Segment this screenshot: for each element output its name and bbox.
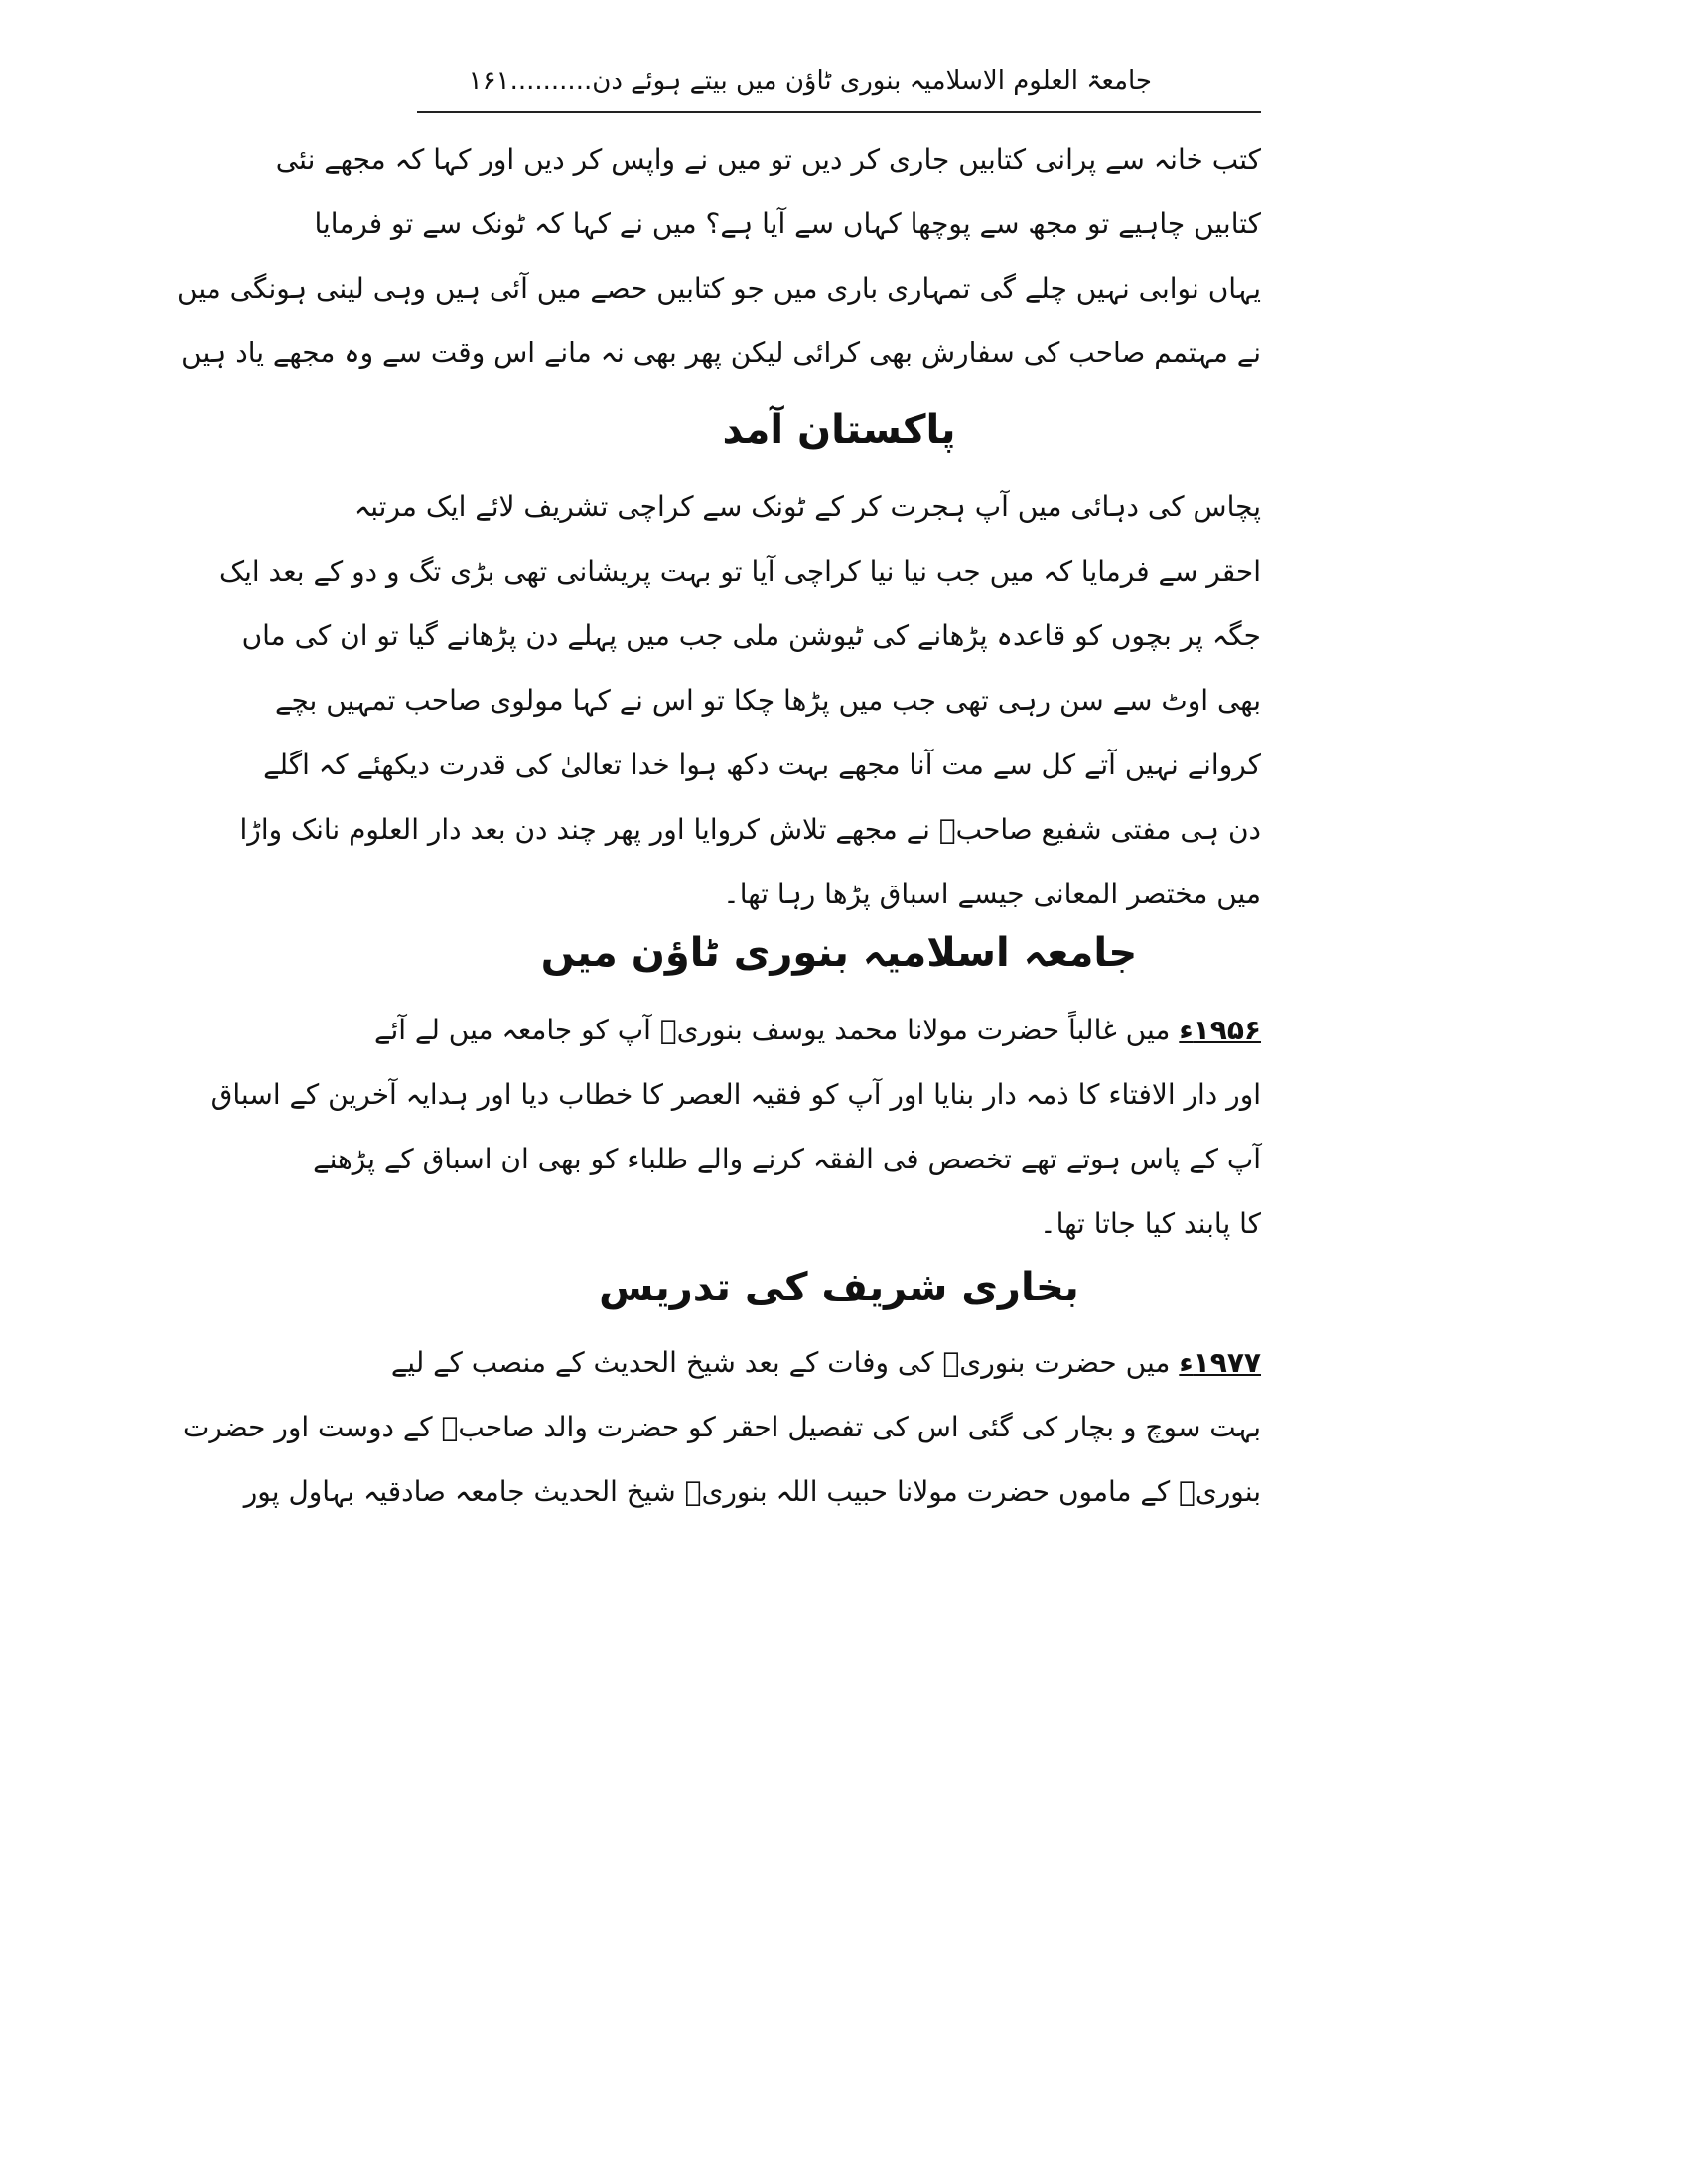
text-line-rest: میں حضرت بنوریؒ کی وفات کے بعد شیخ الحدیث کے منصب کے لیے (390, 1346, 1180, 1379)
section-heading-bukhari-teaching: بخاری شریف کی تدریس (599, 1265, 1079, 1310)
text-line: آپ کے پاس ہوتے تھے تخصص فی الفقہ کرنے والے طلباء کو بھی ان اسباق کے پڑھنے (313, 1143, 1261, 1175)
text-line: بنوریؒ کے ماموں حضرت مولانا حبیب اللہ بنوریؒ شیخ الحدیث جامعہ صادقیہ بہاول پور (243, 1475, 1261, 1508)
paragraph-4 (183, 1330, 1261, 1524)
text-line: کتب خانہ سے پرانی کتابیں جاری کر دیں تو میں نے واپس کر دیں اور کہا کہ مجھے نئی (275, 143, 1261, 176)
text-line-rest: میں غالباً حضرت مولانا محمد یوسف بنوریؒ آپ کو جامعہ میں لے آئے (374, 1014, 1180, 1046)
section-heading-pakistan-arrival: پاکستان آمد (722, 407, 956, 453)
text-line: اور دار الافتاء کا ذمہ دار بنایا اور آپ کو فقیہ العصر کا خطاب دیا اور ہدایہ آخرین کے اسباق (211, 1078, 1261, 1111)
text-line: جگہ پر بچوں کو قاعدہ پڑھانے کی ٹیوشن ملی جب میں پہلے دن پڑھانے گیا تو ان کی ماں (241, 619, 1261, 652)
header-rule (417, 111, 1261, 113)
text-line: کتابیں چاہیے تو مجھ سے پوچھا کہاں سے آیا ہے؟ میں نے کہا کہ ٹونک سے تو فرمایا (314, 207, 1261, 240)
year-1977: ۱۹۷۷ء (1179, 1346, 1261, 1379)
text-line: بہت سوچ و بچار کی گئی اس کی تفصیل احقر کو حضرت والد صاحبؒ کے دوست اور حضرت (183, 1411, 1261, 1443)
text-line: بھی اوٹ سے سن رہی تھی جب میں پڑھا چکا تو اس نے کہا مولوی صاحب تمہیں بچے (275, 684, 1261, 717)
text-line (374, 998, 1261, 1062)
text-line: احقر سے فرمایا کہ میں جب نیا نیا کراچی آیا تو بہت پریشانی تھی بڑی تگ و دو کے بعد ایک (219, 555, 1261, 588)
text-line (390, 1330, 1261, 1395)
text-line: دن ہی مفتی شفیع صاحبؒ نے مجھے تلاش کروایا اور پھر چند دن بعد دار العلوم نانک واڑا (239, 813, 1261, 846)
text-line: کروانے نہیں آتے کل سے مت آنا مجھے بہت دکھ ہوا خدا تعالیٰ کی قدرت دیکھئے کہ اگلے (263, 749, 1261, 781)
section-heading-banuri-town: جامعہ اسلامیہ بنوری ٹاؤن میں (540, 930, 1138, 976)
paragraph-2 (219, 475, 1261, 926)
running-header: جامعۃ العلوم الاسلامیہ بنوری ٹاؤن میں بیتے ہوئے دن..........۱۶۱ (468, 67, 1152, 96)
text-line: نے مہتمم صاحب کی سفارش بھی کرائی لیکن پھر بھی نہ مانے اس وقت سے وہ مجھے یاد ہیں (181, 337, 1261, 369)
text-line: پچاس کی دہائی میں آپ ہجرت کر کے ٹونک سے کراچی تشریف لائے ایک مرتبہ (353, 490, 1261, 523)
year-1956: ۱۹۵۶ء (1179, 1014, 1261, 1046)
text-line: میں مختصر المعانی جیسے اسباق پڑھا رہا تھا۔ (723, 878, 1261, 910)
text-line: کا پابند کیا جاتا تھا۔ (1040, 1207, 1261, 1240)
text-line: یہاں نوابی نہیں چلے گی تمہاری باری میں جو کتابیں حصے میں آئی ہیں وہی لینی ہونگی میں (177, 272, 1261, 305)
paragraph-1 (177, 127, 1261, 385)
paragraph-3 (211, 998, 1261, 1256)
